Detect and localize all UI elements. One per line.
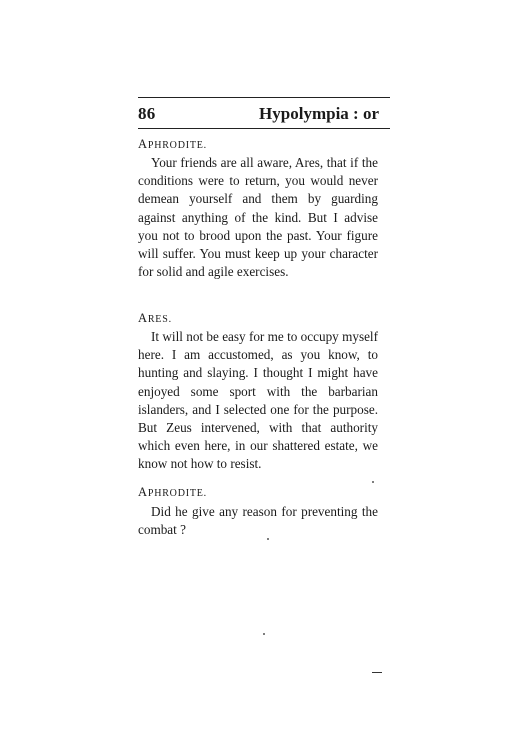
- header-bottom-rule: [138, 128, 390, 129]
- dialogue-paragraph: Your friends are all aware, Ares, that if the conditions were to return, you would never demean yourself and them by guarding against anything of the kind. But I advise you not to brood upon the past. Your figure will suffer. You must keep up your character for solid and agile exercises.: [138, 155, 378, 280]
- header-top-rule: [138, 97, 390, 98]
- scan-speck: [267, 538, 269, 540]
- speaker-label: APHRODITE.: [138, 137, 207, 151]
- scan-speck: [263, 633, 265, 635]
- running-title: Hypolympia : or: [259, 104, 379, 123]
- page-number: 86: [138, 104, 156, 123]
- speaker-label: ARES.: [138, 311, 172, 325]
- speaker-label: APHRODITE.: [138, 485, 207, 499]
- dialogue-paragraph: It will not be easy for me to occupy myself here. I am accustomed, as you know, to hunting and slaying. I thought I might have enjoyed some sport with the barbarian islanders, and I selected one for the purpose. But Zeus intervened, with that authority which even here, in our shattered estate, we know not how to resist.: [138, 329, 378, 472]
- scan-speck: [372, 481, 374, 483]
- scan-mark: [372, 672, 382, 673]
- dialogue-paragraph: Did he give any reason for preventing the combat ?: [138, 504, 378, 538]
